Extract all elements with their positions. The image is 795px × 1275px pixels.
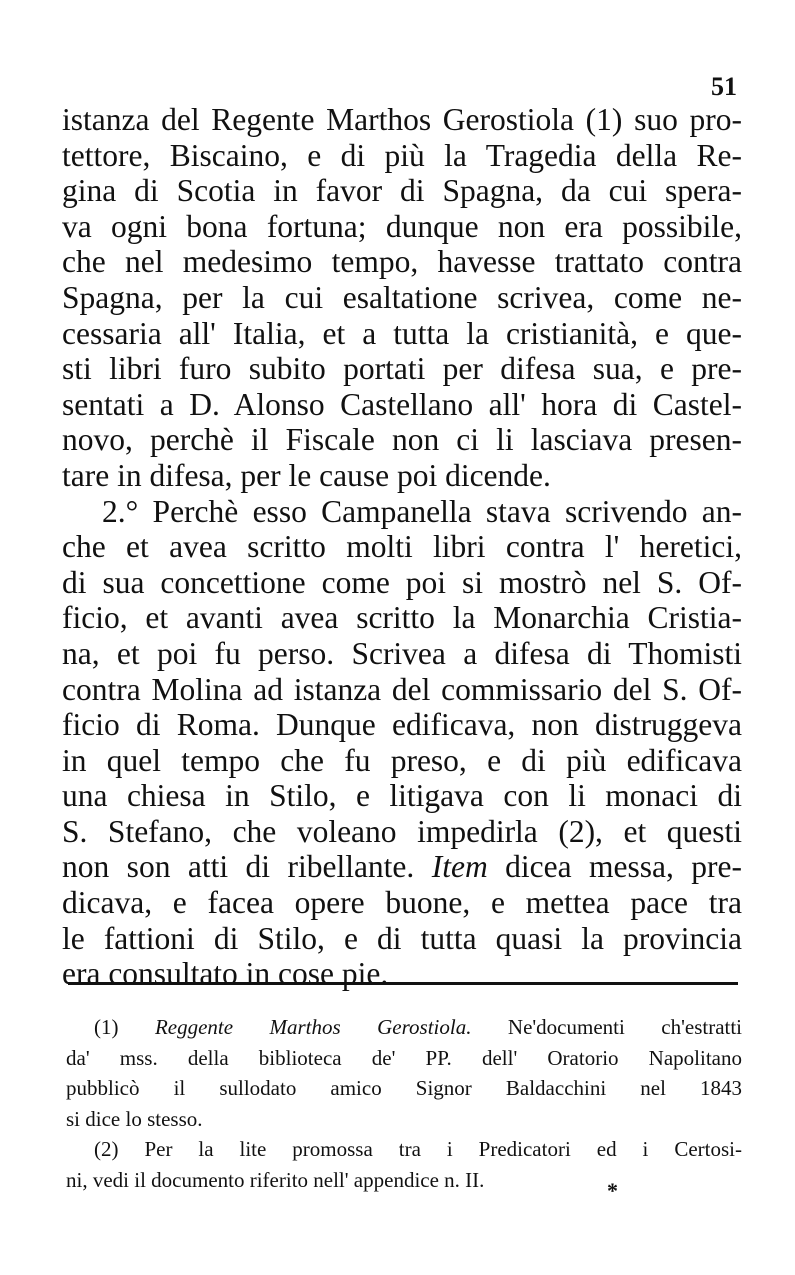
footnote-line: pubblicò il sullodato amico Signor Baldacchini nel 1843	[66, 1076, 742, 1100]
text-line: una chiesa in Stilo, e litigava con li monaci di	[62, 778, 742, 814]
text-line: na, et poi fu perso. Scrivea a difesa di Thomisti	[62, 635, 742, 671]
italic-word: Item	[431, 849, 488, 885]
footnote-italic: Reggente Marthos Gerostiola.	[154, 1015, 472, 1039]
footnote-line: si dice lo stesso.	[66, 1106, 203, 1131]
text-line: S. Stefano, che voleano impedirla (2), et questi	[62, 813, 742, 849]
footnote-line: da' mss. della biblioteca de' PP. dell' Oratorio Napolitano	[66, 1045, 742, 1070]
text-line: dicava, e facea opere buone, e mettea pace tra	[62, 885, 742, 921]
text-line: in quel tempo che fu preso, e di più edificava	[62, 742, 742, 778]
text-line: cessaria all' Italia, et a tutta la cristianità, e que-	[62, 315, 742, 351]
text-line: le fattioni di Stilo, e di tutta quasi la provincia	[62, 920, 742, 956]
text-line: di sua concettione come poi si mostrò nel S. Of-	[62, 564, 742, 600]
signature-mark: *	[607, 1178, 618, 1203]
text-line: contra Molina ad istanza del commissario del S. Of-	[62, 671, 742, 707]
footnote-line: (2) Per la lite promossa tra i Predicatori ed i Certosi-	[94, 1137, 742, 1161]
text-line: sti libri furo subito portati per difesa sua, e pre-	[62, 351, 742, 387]
text-line: ficio, et avanti avea scritto la Monarchia Cristia-	[62, 600, 742, 636]
text-line: che nel medesimo tempo, havesse trattato contra	[62, 244, 742, 280]
footnotes	[66, 1012, 742, 1195]
text-line: era consultato in cose pie.	[62, 956, 389, 992]
text-line: gina di Scotia in favor di Spagna, da cui spera-	[62, 173, 742, 209]
text-line: va ogni bona fortuna; dunque non era possibile,	[62, 208, 742, 244]
text-line: che et avea scritto molti libri contra l' heretici,	[62, 529, 742, 565]
page-number: 51	[711, 72, 737, 101]
footnote-text: Ne'documenti ch'estratti	[507, 1015, 743, 1039]
footnote-line	[66, 1012, 742, 1043]
text-line: novo, perchè il Fiscale non ci li lasciava presen-	[62, 422, 742, 458]
main-text	[62, 102, 742, 992]
text-line: 2.° Perchè esso Campanella stava scrivendo an-	[102, 493, 742, 529]
text-line: tare in difesa, per le cause poi dicende.	[62, 457, 551, 493]
text-segment: dicea messa, pre-	[505, 849, 743, 885]
text-line-with-italic	[62, 849, 742, 885]
text-segment: non son atti di ribellante.	[62, 849, 415, 885]
text-line: tettore, Biscaino, e di più la Tragedia della Re-	[62, 137, 742, 173]
text-line: istanza del Regente Marthos Gerostiola (1) suo pro-	[62, 102, 742, 137]
footnote-line: ni, vedi il documento riferito nell' appendice n. II.	[66, 1167, 485, 1192]
footnote-marker: (1)	[94, 1015, 119, 1039]
text-line: sentati a D. Alonso Castellano all' hora di Castel-	[62, 386, 742, 422]
text-line: ficio di Roma. Dunque edificava, non distruggeva	[62, 707, 742, 743]
footnote-divider	[68, 982, 738, 985]
text-line: Spagna, per la cui esaltatione scrivea, come ne-	[62, 279, 742, 315]
